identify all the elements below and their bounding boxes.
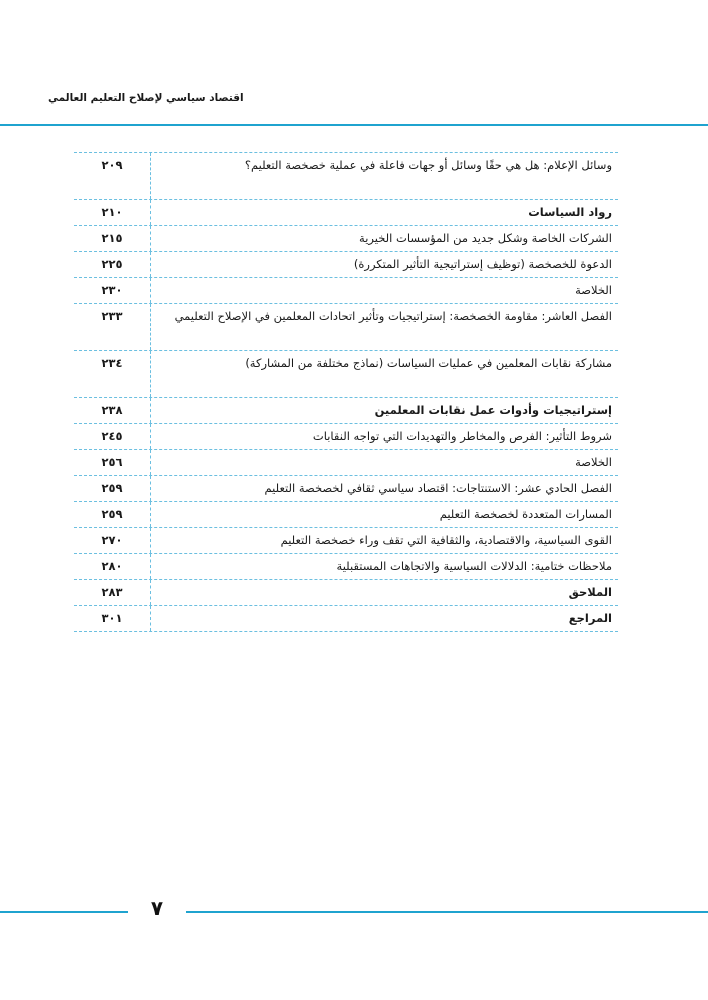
toc-entry-title: الفصل الحادي عشر: الاستنتاجات: اقتصاد سياسي ثقافي لخصخصة التعليم — [150, 476, 618, 501]
toc-entry-title: وسائل الإعلام: هل هي حقًا وسائل أو جهات فاعلة في عملية خصخصة التعليم؟ — [150, 153, 618, 199]
toc-row — [74, 502, 618, 528]
toc-row — [74, 304, 618, 351]
table-of-contents — [74, 152, 618, 632]
toc-entry-page: ٢٧٠ — [101, 533, 123, 547]
toc-entry-title: شروط التأثير: الفرص والمخاطر والتهديدات التي تواجه النقابات — [150, 424, 618, 449]
toc-row — [74, 398, 618, 424]
toc-row — [74, 252, 618, 278]
toc-entry-title: رواد السياسات — [150, 200, 618, 225]
toc-entry-title: المراجع — [150, 606, 618, 631]
toc-entry-page: ٢٠٩ — [101, 158, 123, 172]
toc-entry-title: الدعوة للخصخصة (توظيف إستراتيجية التأثير المتكررة) — [150, 252, 618, 277]
toc-row — [74, 554, 618, 580]
toc-entry-page: ٢١٥ — [101, 231, 123, 245]
toc-entry-title: الملاحق — [150, 580, 618, 605]
toc-entry-title: ملاحظات ختامية: الدلالات السياسية والاتجاهات المستقبلية — [150, 554, 618, 579]
toc-entry-page: ٢٥٩ — [101, 507, 123, 521]
toc-entry-page: ٢٣٣ — [101, 309, 123, 323]
toc-entry-title: الشركات الخاصة وشكل جديد من المؤسسات الخيرية — [150, 226, 618, 251]
toc-row — [74, 424, 618, 450]
toc-entry-title: الفصل العاشر: مقاومة الخصخصة: إستراتيجيات وتأثير اتحادات المعلمين في الإصلاح التعليمي — [150, 304, 618, 350]
toc-entry-title: القوى السياسية، والاقتصادية، والثقافية التي تقف وراء خصخصة التعليم — [150, 528, 618, 553]
toc-row — [74, 153, 618, 200]
toc-entry-page: ٢٣٨ — [101, 403, 123, 417]
toc-entry-page: ٢٣٠ — [101, 283, 123, 297]
toc-entry-page: ٢١٠ — [101, 205, 123, 219]
toc-entry-page: ٢٥٦ — [101, 455, 123, 469]
toc-row — [74, 278, 618, 304]
toc-row — [74, 226, 618, 252]
toc-entry-title: مشاركة نقابات المعلمين في عمليات السياسات (نماذج مختلفة من المشاركة) — [150, 351, 618, 397]
toc-row — [74, 200, 618, 226]
toc-entry-page: ٢٨٣ — [101, 585, 123, 599]
toc-entry-page: ٣٠١ — [101, 611, 123, 625]
toc-row — [74, 528, 618, 554]
footer-divider-left — [0, 911, 128, 913]
toc-row — [74, 450, 618, 476]
toc-entry-title: الخلاصة — [150, 278, 618, 303]
toc-row — [74, 351, 618, 398]
page-number: ٧ — [150, 896, 164, 920]
toc-entry-title: المسارات المتعددة لخصخصة التعليم — [150, 502, 618, 527]
running-header-title: اقتصاد سياسي لإصلاح التعليم العالمي — [48, 92, 244, 104]
toc-entry-page: ٢٨٠ — [101, 559, 123, 573]
toc-entry-page: ٢٢٥ — [101, 257, 123, 271]
footer-divider-right — [186, 911, 708, 913]
toc-row — [74, 606, 618, 631]
toc-entry-title: إستراتيجيات وأدوات عمل نقابات المعلمين — [150, 398, 618, 423]
toc-entry-page: ٢٤٥ — [101, 429, 123, 443]
toc-row — [74, 476, 618, 502]
toc-row — [74, 580, 618, 606]
toc-entry-page: ٢٥٩ — [101, 481, 123, 495]
toc-entry-title: الخلاصة — [150, 450, 618, 475]
toc-entry-page: ٢٣٤ — [101, 356, 123, 370]
header-divider — [0, 124, 708, 126]
